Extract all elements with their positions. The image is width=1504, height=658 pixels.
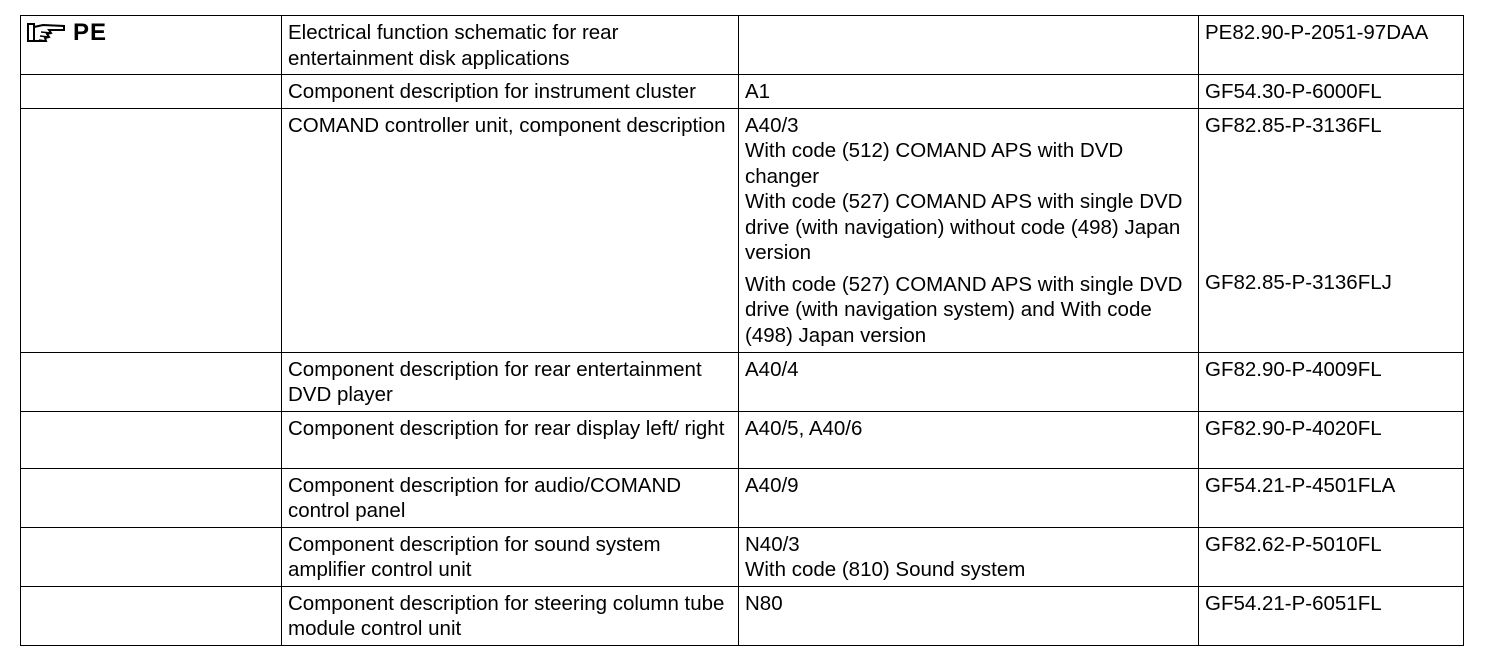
pe-label: PE xyxy=(73,19,108,46)
table-row xyxy=(21,75,1464,109)
reference-link[interactable]: PE82.90-P-2051-97DAA xyxy=(1199,16,1464,75)
marker-cell xyxy=(21,468,282,527)
description-cell: Component description for rear display left/ right xyxy=(282,411,739,468)
marker-cell xyxy=(21,527,282,586)
marker-cell xyxy=(21,586,282,645)
component-cell: A40/4 xyxy=(739,352,1199,411)
pointing-hand-icon xyxy=(27,22,67,44)
component-cell: A1 xyxy=(739,75,1199,109)
table-row xyxy=(21,352,1464,411)
reference-link[interactable]: GF82.62-P-5010FL xyxy=(1199,527,1464,586)
component-cell: N80 xyxy=(739,586,1199,645)
description-cell: Electrical function schematic for rear entertainment disk applications xyxy=(282,16,739,75)
code-condition: With code (512) COMAND APS with DVD changer xyxy=(745,139,1124,188)
marker-cell xyxy=(21,352,282,411)
description-cell: Component description for sound system amplifier control unit xyxy=(282,527,739,586)
component-cell xyxy=(739,108,1199,352)
reference-table xyxy=(20,15,1464,646)
reference-link[interactable]: GF54.21-P-4501FLA xyxy=(1199,468,1464,527)
code-condition: With code (810) Sound system xyxy=(745,558,1026,581)
reference-link[interactable]: GF54.21-P-6051FL xyxy=(1199,586,1464,645)
component-cell: A40/5, A40/6 xyxy=(739,411,1199,468)
component-id: A40/3 xyxy=(745,113,799,137)
table-row xyxy=(21,586,1464,645)
table-row xyxy=(21,527,1464,586)
table-row xyxy=(21,16,1464,75)
pe-marker xyxy=(27,20,107,45)
component-id: N40/3 xyxy=(745,532,800,556)
code-condition: With code (527) COMAND APS with single DVD drive (with navigation system) and With code (498) Japan version xyxy=(745,272,1183,347)
description-cell: Component description for steering column tube module control unit xyxy=(282,586,739,645)
description-cell: Component description for instrument cluster xyxy=(282,75,739,109)
marker-cell xyxy=(21,75,282,109)
reference-cell xyxy=(1199,108,1464,352)
reference-link-japan[interactable]: GF82.85-P-3136FLJ xyxy=(1205,271,1392,294)
component-cell: A40/9 xyxy=(739,468,1199,527)
marker-cell xyxy=(21,16,282,75)
reference-link[interactable]: GF82.90-P-4020FL xyxy=(1199,411,1464,468)
description-cell: COMAND controller unit, component description xyxy=(282,108,739,352)
component-cell xyxy=(739,16,1199,75)
reference-link[interactable]: GF54.30-P-6000FL xyxy=(1199,75,1464,109)
table-row xyxy=(21,108,1464,352)
code-condition: With code (527) COMAND APS with single DVD drive (with navigation) without code (498) Japan version xyxy=(745,190,1183,264)
description-cell: Component description for audio/COMAND control panel xyxy=(282,468,739,527)
component-cell xyxy=(739,527,1199,586)
marker-cell xyxy=(21,411,282,468)
reference-link[interactable]: GF82.85-P-3136FL xyxy=(1205,113,1382,137)
description-cell: Component description for rear entertainment DVD player xyxy=(282,352,739,411)
reference-link[interactable]: GF82.90-P-4009FL xyxy=(1199,352,1464,411)
table-row xyxy=(21,411,1464,468)
table-row xyxy=(21,468,1464,527)
marker-cell xyxy=(21,108,282,352)
